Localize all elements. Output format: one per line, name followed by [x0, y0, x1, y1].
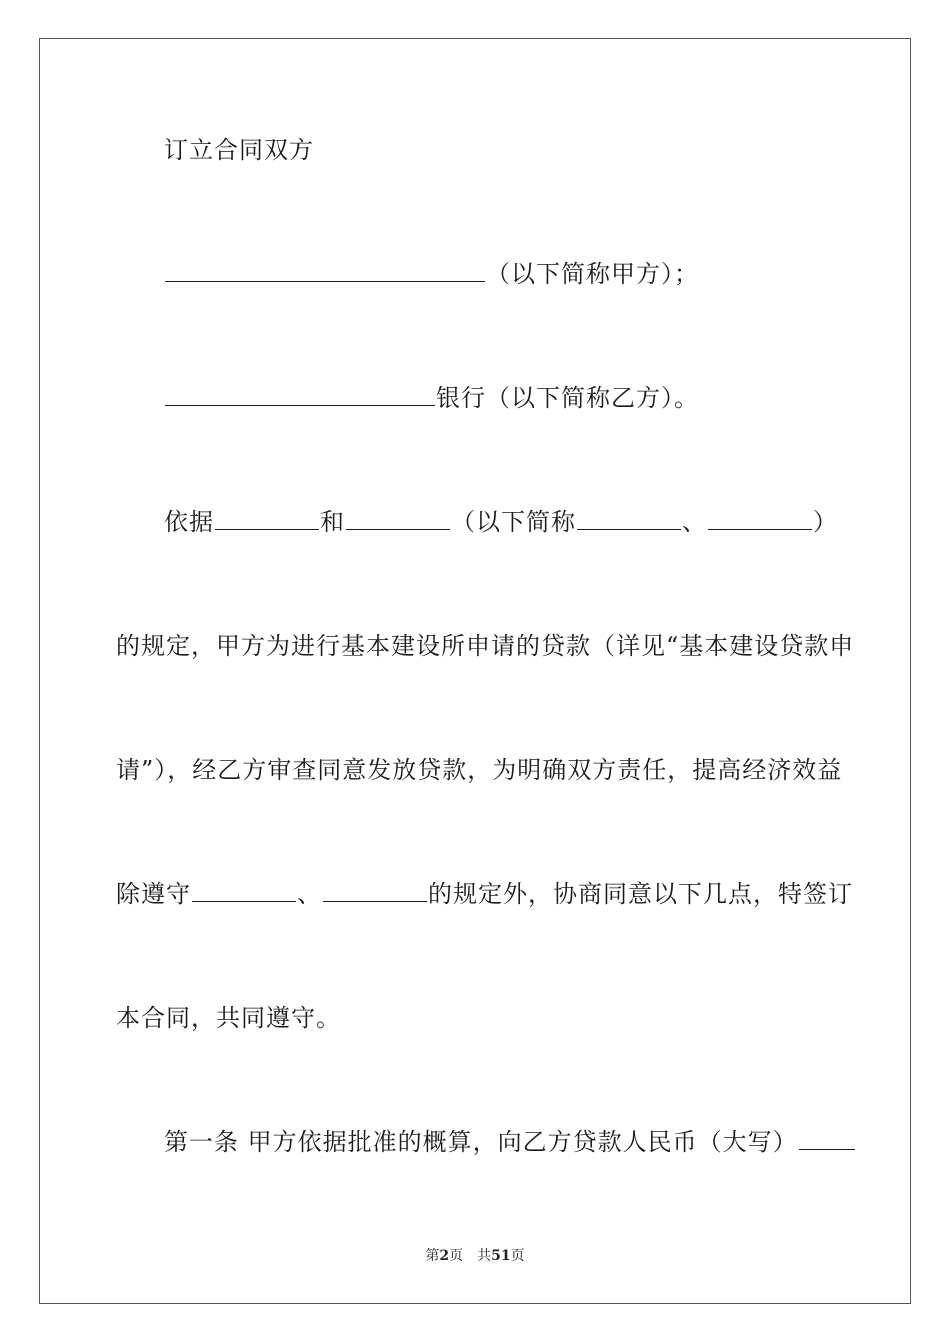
basis-blank-4[interactable] — [708, 507, 812, 530]
regulation-blank-2[interactable] — [323, 879, 427, 902]
body-line-5: 本合同，共同遵守。 — [116, 1004, 341, 1032]
body-line-4: 除遵守 、 的规定外，协商同意以下几点，特签订 — [116, 880, 853, 908]
party-b-line: 银行（以下简称乙方）。 — [164, 383, 699, 413]
basis-blank-3[interactable] — [577, 507, 681, 530]
contract-parties-heading: 订立合同双方 — [164, 136, 314, 164]
basis-blank-1[interactable] — [215, 507, 319, 530]
body-line-3: 请”），经乙方审查同意发放贷款，为明确双方责任，提高经济效益 — [116, 756, 843, 784]
party-a-line: （以下简称甲方）； — [164, 259, 699, 289]
loan-amount-blank[interactable] — [799, 1127, 855, 1150]
body-line-2: 的规定，甲方为进行基本建设所申请的贷款（详见“基本建设贷款申 — [116, 632, 855, 660]
total-page-count: 51 — [491, 1248, 511, 1264]
basis-line: 依据 和 （以下简称 、 ） — [164, 508, 838, 536]
page-frame — [39, 38, 911, 1304]
current-page-number: 2 — [439, 1248, 450, 1264]
article-1-line: 第一条 甲方依据批准的概算，向乙方贷款人民币（大写） — [164, 1127, 856, 1157]
party-b-blank[interactable] — [165, 383, 435, 406]
party-a-blank[interactable] — [165, 259, 485, 282]
page-footer: 第2页 共51页 — [425, 1248, 525, 1264]
basis-blank-2[interactable] — [346, 507, 450, 530]
regulation-blank-1[interactable] — [192, 879, 296, 902]
